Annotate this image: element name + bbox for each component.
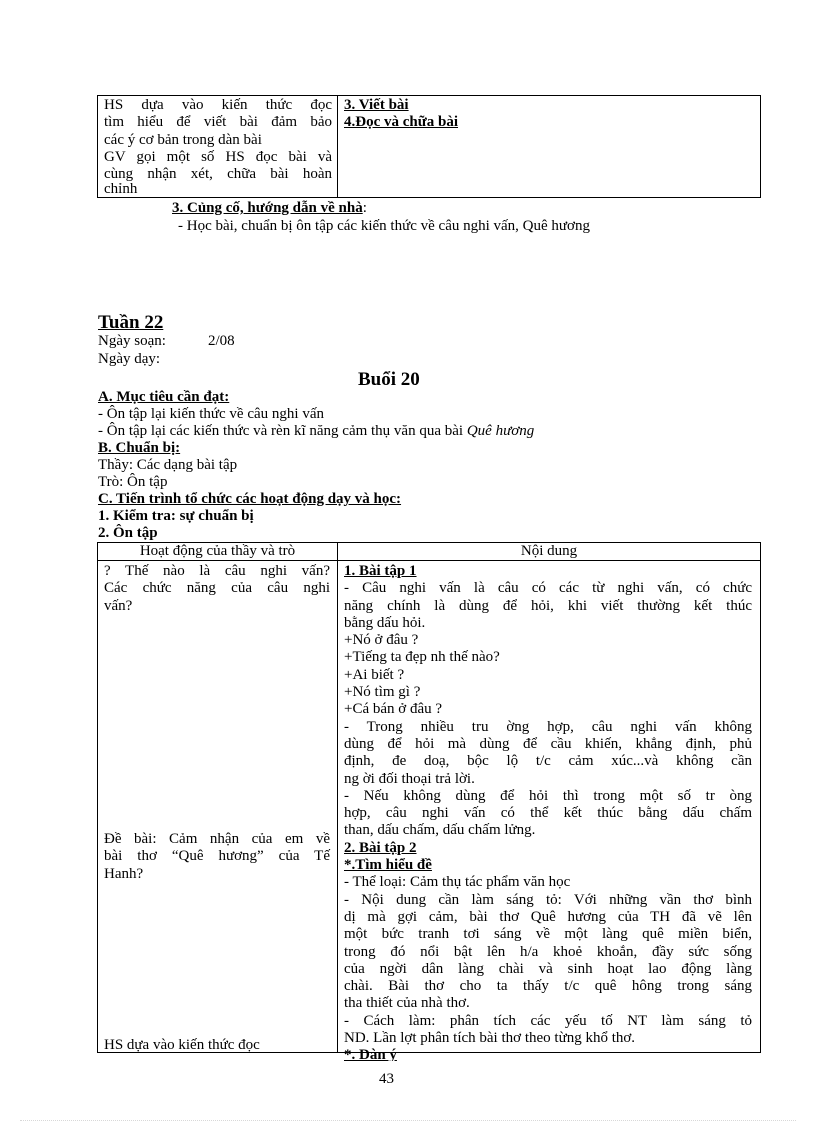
exercise-1-line: than, dấu chấm, dấu chấm lửng. <box>344 822 536 839</box>
poem-title: Quê hương <box>466 423 535 439</box>
exercise-1-title: 1. Bài tập 1 <box>344 563 417 579</box>
top-table-left-cell <box>104 97 332 196</box>
section-c-step: 2. Ôn tập <box>98 525 158 541</box>
top-left-line: các ý cơ bản trong dàn bài <box>104 131 262 148</box>
question-2-line: Hanh? <box>104 865 144 882</box>
top-left-line: GV gọi một số HS đọc bài và <box>104 148 332 165</box>
exercise-2-line: - Cách làm: phân tích các yếu tố NT làm sáng tỏ <box>344 1012 752 1029</box>
exercise-2-subtitle: *.Tìm hiểu đề <box>344 857 432 874</box>
section-b-item: Trò: Ôn tập <box>98 474 168 490</box>
exercise-1-line: - Nếu không dùng để hỏi thì trong một số tr òng <box>344 787 752 804</box>
prep-date-value: 2/08 <box>208 333 235 349</box>
consolidation-heading-line <box>172 200 367 217</box>
question-1-line: ? Thế nào là câu nghi vấn? <box>104 563 330 579</box>
outline-heading: *. Dàn ý <box>344 1047 397 1062</box>
exercise-1-line: hợp, câu nghi vấn có thể kết thúc bằng dấu chấm <box>344 805 752 822</box>
exercise-2-line: - Thể loại: Cảm thụ tác phẩm văn học <box>344 874 571 891</box>
top-left-line: cùng nhận xét, chữa bài hoàn <box>104 166 332 183</box>
exercise-1-line: ng ời đối thoại trả lời. <box>344 770 475 787</box>
read-correct-heading: 4.Đọc và chữa bài <box>344 114 459 131</box>
col-header-content: Nội dung <box>520 543 578 559</box>
exercise-2-line: một bức tranh tơi sáng về một làng quê miền biển, <box>344 926 752 943</box>
section-b-title: B. Chuẩn bị: <box>98 440 181 456</box>
section-c-step: 1. Kiểm tra: sự chuẩn bị <box>98 508 254 524</box>
section-b-item: Thầy: Các dạng bài tập <box>98 457 238 473</box>
exercise-2-line: ND. Lần lợt phân tích bài thơ theo từng khổ thơ. <box>344 1030 636 1047</box>
section-a-item <box>98 423 534 440</box>
exercise-1-line: dùng để hỏi mà dùng để cầu khiến, khẳng định, phủ <box>344 735 752 752</box>
question-3: HS dựa vào kiến thức đọc <box>104 1037 260 1052</box>
session-title: Buổi 20 <box>358 369 420 390</box>
exercise-1-line: +Nó ở đâu ? <box>344 632 419 649</box>
exercise-2-line: tha thiết của nhà thơ. <box>344 995 470 1012</box>
exercise-1-line: bằng dấu hỏi. <box>344 614 426 631</box>
exercise-1-line: định, đe doạ, bộc lộ t/c cảm xúc...và không cần <box>344 753 752 770</box>
question-2 <box>104 831 330 883</box>
section-a-item-text: - Ôn tập lại các kiến thức và rèn kĩ năng cảm thụ văn qua bài <box>98 423 467 439</box>
top-table-right-cell <box>344 97 458 132</box>
exercise-1 <box>344 563 752 1061</box>
section-a-item: - Ôn tập lại kiến thức về câu nghi vấn <box>98 406 324 422</box>
exercise-2-line: dị mà gợi cảm, bài thơ Quê hương của TH đã vẽ lên <box>344 908 752 925</box>
exercise-1-line: năng chính là dùng để hỏi, khi viết thường kết thúc <box>344 597 752 614</box>
page-bottom-border <box>20 1120 796 1121</box>
exercise-1-line: +Ai biết ? <box>344 666 405 683</box>
prep-date-label: Ngày soạn: <box>98 333 166 349</box>
exercise-2-line: - Nội dung cần làm sáng tỏ: Với những vần thơ bình <box>344 891 752 908</box>
question-1-line: Các chức năng của câu nghi <box>104 580 330 597</box>
question-2-line: Đề bài: Cảm nhận của em về <box>104 831 330 847</box>
section-c-title: C. Tiến trình tổ chức các hoạt động dạy và học: <box>98 491 402 507</box>
section-a-title: A. Mục tiêu cần đạt: <box>98 389 230 405</box>
exercise-1-line: +Nó tìm gì ? <box>344 684 421 701</box>
consolidation-colon: : <box>362 200 367 216</box>
consolidation-heading: 3. Củng cố, hướng dẫn về nhà <box>172 200 363 216</box>
exercise-1-line: - Câu nghi vấn là câu có các từ nghi vấn, có chức <box>344 580 752 597</box>
exercise-2-title: 2. Bài tập 2 <box>344 839 417 856</box>
exercise-2-line: của ngời dân làng chài và sinh hoạt lao động làng <box>344 960 752 977</box>
col-header-activity: Hoạt động của thầy và trò <box>139 543 296 559</box>
exercise-1-line: +Tiếng ta đẹp nh thế nào? <box>344 649 500 666</box>
exercise-2-line: chài. Bài thơ cho ta thấy t/c quê hông trong sáng <box>344 978 752 995</box>
question-2-line: bài thơ “Quê hương” của Tế <box>104 848 330 865</box>
top-left-line: tìm hiểu để viết bài đảm bảo <box>104 114 332 131</box>
top-left-line: HS dựa vào kiến thức đọc <box>104 97 332 113</box>
top-left-line: chỉnh <box>104 183 138 197</box>
exercise-2-line: trong đó nổi bật lên h/a khoẻ khoắn, đầy sức sống <box>344 943 752 960</box>
exercise-1-line: - Trong nhiều tru ờng hợp, câu nghi vấn không <box>344 718 752 735</box>
consolidation-text: - Học bài, chuẩn bị ôn tập các kiến thức về câu nghi vấn, Quê hương <box>178 218 590 234</box>
teach-date-label: Ngày dạy: <box>98 351 161 367</box>
question-1-line: vấn? <box>104 597 133 614</box>
exercise-1-line: +Cá bán ở đâu ? <box>344 701 443 718</box>
write-essay-heading: 3. Viết bài <box>344 97 409 113</box>
week-title: Tuần 22 <box>98 312 164 333</box>
question-1 <box>104 563 330 615</box>
page-number: 43 <box>379 1071 394 1087</box>
